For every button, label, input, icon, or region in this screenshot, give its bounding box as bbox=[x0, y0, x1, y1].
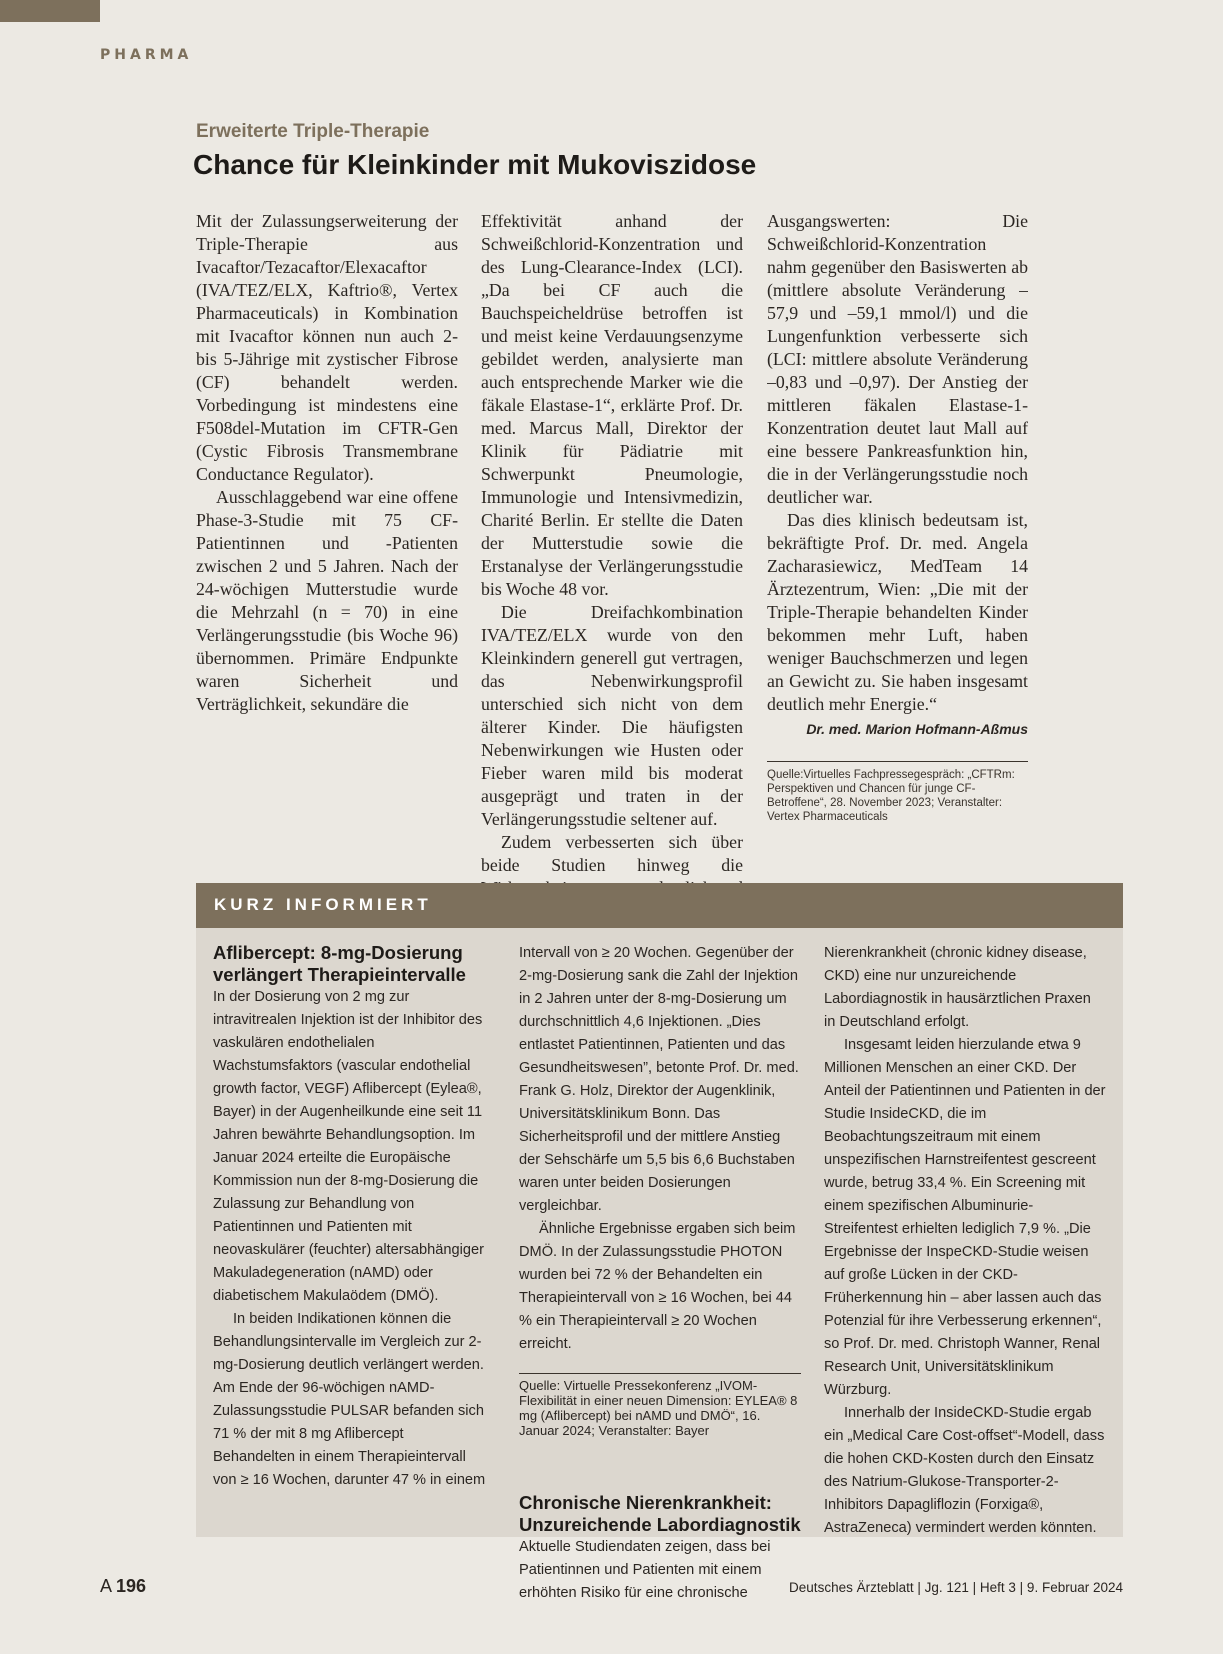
info-box-header bbox=[196, 883, 1123, 928]
box-column-3 bbox=[824, 942, 1106, 1540]
box-article-1-paragraph-3: Ähnliche Ergebnisse ergaben sich beim DMÖ. In der Zulassungsstudie PHOTON wurden bei 72 % der Behandelten ein Therapieintervall von ≥ 16 Wochen, bei 44 % ein Therapieintervall ≥ 20 Wochen erreicht. bbox=[519, 1221, 796, 1352]
article-paragraph-1: Mit der Zulassungserweiterung der Triple-Therapie aus Ivacaftor/Tezacaftor/Elexacaftor (IVA/TEZ/ELX, Kaftrio®, Vertex Pharmaceuticals) in Kombination mit Ivacaftor können nun auch 2- bis 5-Jährige mit zystischer Fibrose (CF) behandelt werden. Vorbedingung ist mindestens eine F508del-Mutation im CFTR-Gen (Cystic Fibrosis Transmembrane Conductance Regulator). bbox=[196, 211, 458, 484]
box-article-2-heading: Chronische Nierenkrankheit: Unzureichende Labordiagnostik bbox=[519, 1492, 801, 1535]
journal-reference: Deutsches Ärzteblatt | Jg. 121 | Heft 3 | 9. Februar 2024 bbox=[789, 1580, 1123, 1595]
article-source: Quelle:Virtuelles Fachpressegespräch: „CFTRm: Perspektiven und Chancen für junge CF-Betroffene“, 28. November 2023; Veranstalter: Vertex Pharmaceuticals bbox=[767, 761, 1028, 824]
page-number-value: 196 bbox=[116, 1576, 147, 1596]
article-column-2 bbox=[481, 210, 743, 923]
article-paragraph-2: Ausschlaggebend war eine offene Phase-3-Studie mit 75 CF-Patientinnen und -Patienten zwischen 2 und 5 Jahren. Nach der 24-wöchigen Mutterstudie wurde die Mehrzahl (n = 70) in eine Verlängerungsstudie (bis Woche 96) übernommen. Primäre Endpunkte waren Sicherheit und Verträglichkeit, sekundäre die bbox=[196, 487, 458, 714]
article-kicker: Erweiterte Triple-Therapie bbox=[196, 121, 430, 142]
box-article-1-paragraph-1: In der Dosierung von 2 mg zur intravitrealen Injektion ist der Inhibitor des vaskulären endothelialen Wachstumsfaktors (vascular endothelial growth factor, VEGF) Aflibercept (Eylea®, Bayer) in der Augenheilkunde eine seit 11 Jahren bewährte Behandlungsoption. Im Januar 2024 erteilte die Europäische Kommission nun der 8-mg-Dosierung die Zulassung zur Behandlung von Patientinnen und Patienten mit neovaskulärer (feuchter) altersabhängiger Makuladegeneration (nAMD) oder diabetischem Makulaödem (DMÖ). bbox=[213, 989, 484, 1304]
article-paragraph-4: Zudem verbesserten sich über beide Studien hinweg die bbox=[481, 832, 743, 875]
box-article-2-paragraph-1-cont: Nierenkrankheit (chronic kidney disease, CKD) eine nur unzureichende Labordiagnostik in hausärztlichen Praxen in Deutschland erfolgt. bbox=[824, 945, 1091, 1030]
article-paragraph-3: Die Dreifachkombination IVA/TEZ/ELX wurde von den Kleinkindern generell gut vertragen, das Nebenwirkungsprofil unterschied sich nicht von dem älterer Kinder. Die häufigsten Nebenwirkungen wie Husten oder Fieber waren mild bis moderat ausgeprägt und traten in der Verlängerungsstudie seltener auf. bbox=[481, 602, 743, 829]
article-column-3 bbox=[767, 210, 1028, 741]
article-author: Dr. med. Marion Hofmann-Aßmus bbox=[806, 721, 1028, 737]
box-article-2-paragraph-2: Insgesamt leiden hierzulande etwa 9 Millionen Menschen an einer CKD. Der Anteil der Patientinnen und Patienten in der Studie InsideCKD, die im Beobachtungszeitraum mit einem unspezifischen Harnstreifentest gescreent wurde, betrug 33,4 %. Ein Screening mit einem spezifischen Albuminurie-Streifentest erhielten lediglich 7,9 %. „Die Ergebnisse der InspeCKD-Studie weisen auf große Lücken in der CKD-Früherkennung hin – aber lassen auch das Potenzial für ihre Verbesserung erkennen“, so Prof. Dr. med. Christoph Wanner, Renal Research Unit, Universitätsklinikum Würzburg. bbox=[824, 1037, 1106, 1398]
box-article-1-paragraph-2: In beiden Indikationen können die Behandlungsintervalle im Vergleich zur 2-mg-Dosierung deutlich verlängert werden. Am Ende der 96-wöchigen nAMD-Zulassungsstudie PULSAR befanden sich 71 % der mit 8 mg Aflibercept Behandelten in einem Therapieintervall von ≥ 16 Wochen, darunter 47 % in einem bbox=[213, 1311, 486, 1488]
article-paragraph-2-cont: Effektivität anhand der Schweißchlorid-Konzentration und des Lung-Clearance-Index (LCI). „Da bei CF auch die Bauchspeicheldrüse betroffen ist und meist keine Verdauungsenzyme gebildet werden, analysierte man auch entsprechende Marker wie die fäkale Elastase-1“, erklärte Prof. Dr. med. Marcus Mall, Direktor der Klinik für Pädiatrie mit Schwerpunkt Pneumologie, Immunologie und Intensivmedizin, Charité Berlin. Er stellte die Daten der Mutterstudie sowie die Erstanalyse der Verlängerungsstudie bis Woche 48 vor. bbox=[481, 211, 743, 599]
box-column-1 bbox=[213, 942, 488, 1492]
box-article-2-paragraph-1: Aktuelle Studiendaten zeigen, dass bei Patientinnen und Patienten mit einem erhöhten Risiko für eine chronische bbox=[519, 1539, 771, 1601]
page-number bbox=[100, 1576, 146, 1597]
article-column-1 bbox=[196, 210, 458, 716]
box-article-2-paragraph-3: Innerhalb der InsideCKD-Studie ergab ein „Medical Care Cost-offset“-Modell, dass die hohen CKD-Kosten durch den Einsatz des Natrium-Glukose-Transporter-2-Inhibitors Dapagliflozin (Forxiga®, AstraZeneca) vermindert werden könnten. bbox=[824, 1405, 1105, 1536]
article-paragraph-4-cont: Ausgangswerten: Die Schweißchlorid-Konzentration nahm gegenüber den Basiswerten ab (mittlere absolute Veränderung –57,9 und –59,1 mmol/l) und die Lungenfunktion verbesserte sich (LCI: mittlere absolute Veränderung –0,83 und –0,97). Der Anstieg der mittleren fäkalen Elastase-1-Konzentration deutet laut Mall auf eine bessere Pankreasfunktion hin, die in der Verlängerungsstudie noch deutlicher war. bbox=[767, 211, 1028, 507]
box-article-1-source: Quelle: Virtuelle Pressekonferenz „IVOM-Flexibilität in einer neuen Dimension: EYLEA® 8 mg (Aflibercept) bei nAMD und DMÖ“, 16. Januar 2024; Veranstalter: Bayer bbox=[519, 1373, 801, 1438]
corner-accent bbox=[0, 0, 100, 22]
article-headline: Chance für Kleinkinder mit Mukoviszidose bbox=[193, 149, 757, 180]
section-label: PHARMA bbox=[100, 47, 193, 63]
box-article-1-heading: Aflibercept: 8-mg-Dosierung verlängert Therapieintervalle bbox=[213, 942, 466, 985]
box-article-1-paragraph-2-cont: Intervall von ≥ 20 Wochen. Gegenüber der 2-mg-Dosierung sank die Zahl der Injektion in 2 Jahren unter der 8-mg-Dosierung um durchschnittlich 4,6 Injektionen. „Dies entlastet Patientinnen, Patienten und das Gesundheitswesen”, betonte Prof. Dr. med. Frank G. Holz, Direktor der Augenklinik, Universitätsklinikum Bonn. Das Sicherheitsprofil und der mittlere Anstieg der Sehschärfe um 5,5 bis 6,6 Buchstaben waren unter beiden Dosierungen vergleichbar. bbox=[519, 945, 799, 1214]
box-column-2 bbox=[519, 942, 801, 1605]
article-paragraph-5: Das dies klinisch bedeutsam ist, bekräftigte Prof. Dr. med. Angela Zacharasiewicz, MedTeam 14 Ärztezentrum, Wien: „Die mit der Triple-Therapie behandelten Kinder bekommen mehr Luft, haben weniger Bauchschmerzen und legen an Gewicht zu. Sie haben insgesamt deutlich mehr Energie.“ bbox=[767, 510, 1028, 714]
info-box-title: KURZ INFORMIERT bbox=[214, 895, 432, 914]
page-prefix: A bbox=[100, 1576, 112, 1596]
